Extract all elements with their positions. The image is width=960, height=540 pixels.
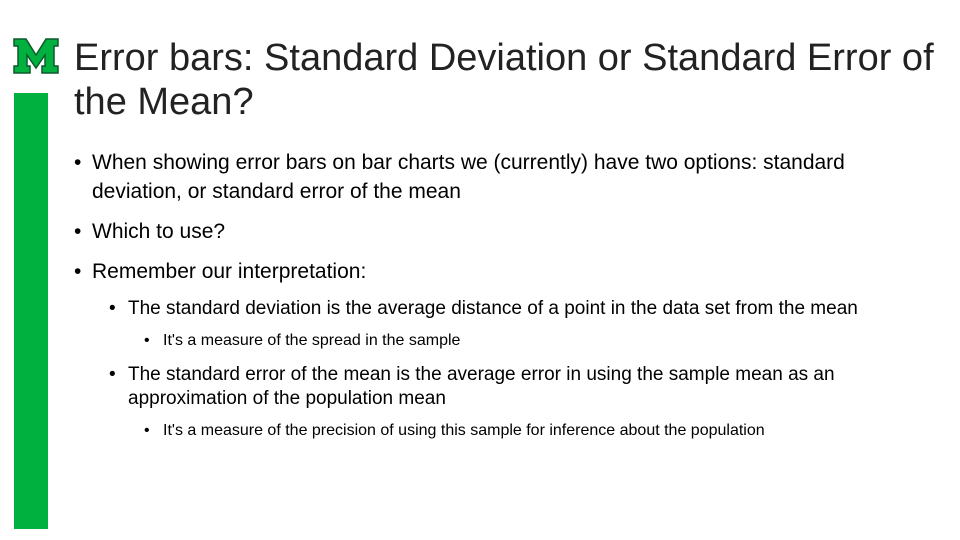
bullet-item: • When showing error bars on bar charts we (currently) have two options: standard deviation, or standard error of the mean bbox=[74, 148, 934, 206]
slide-title: Error bars: Standard Deviation or Standard Error of the Mean? bbox=[74, 37, 934, 123]
sub-sub-bullet-item: • It's a measure of the precision of using this sample for inference about the population bbox=[144, 421, 934, 441]
bullet-item: • Remember our interpretation: bbox=[74, 257, 934, 286]
sub-bullet-item: • The standard deviation is the average distance of a point in the data set from the mean bbox=[109, 297, 934, 321]
bullet-item: • Which to use? bbox=[74, 217, 934, 246]
accent-side-bar bbox=[14, 93, 48, 529]
m-logo-icon bbox=[12, 37, 60, 75]
marshall-m-logo bbox=[12, 37, 60, 75]
sub-sub-bullet-item: • It's a measure of the spread in the sample bbox=[144, 331, 934, 351]
sub-bullet-item: • The standard error of the mean is the average error in using the sample mean as an approximation of the population mean bbox=[109, 363, 934, 411]
bullet-list bbox=[74, 148, 934, 453]
